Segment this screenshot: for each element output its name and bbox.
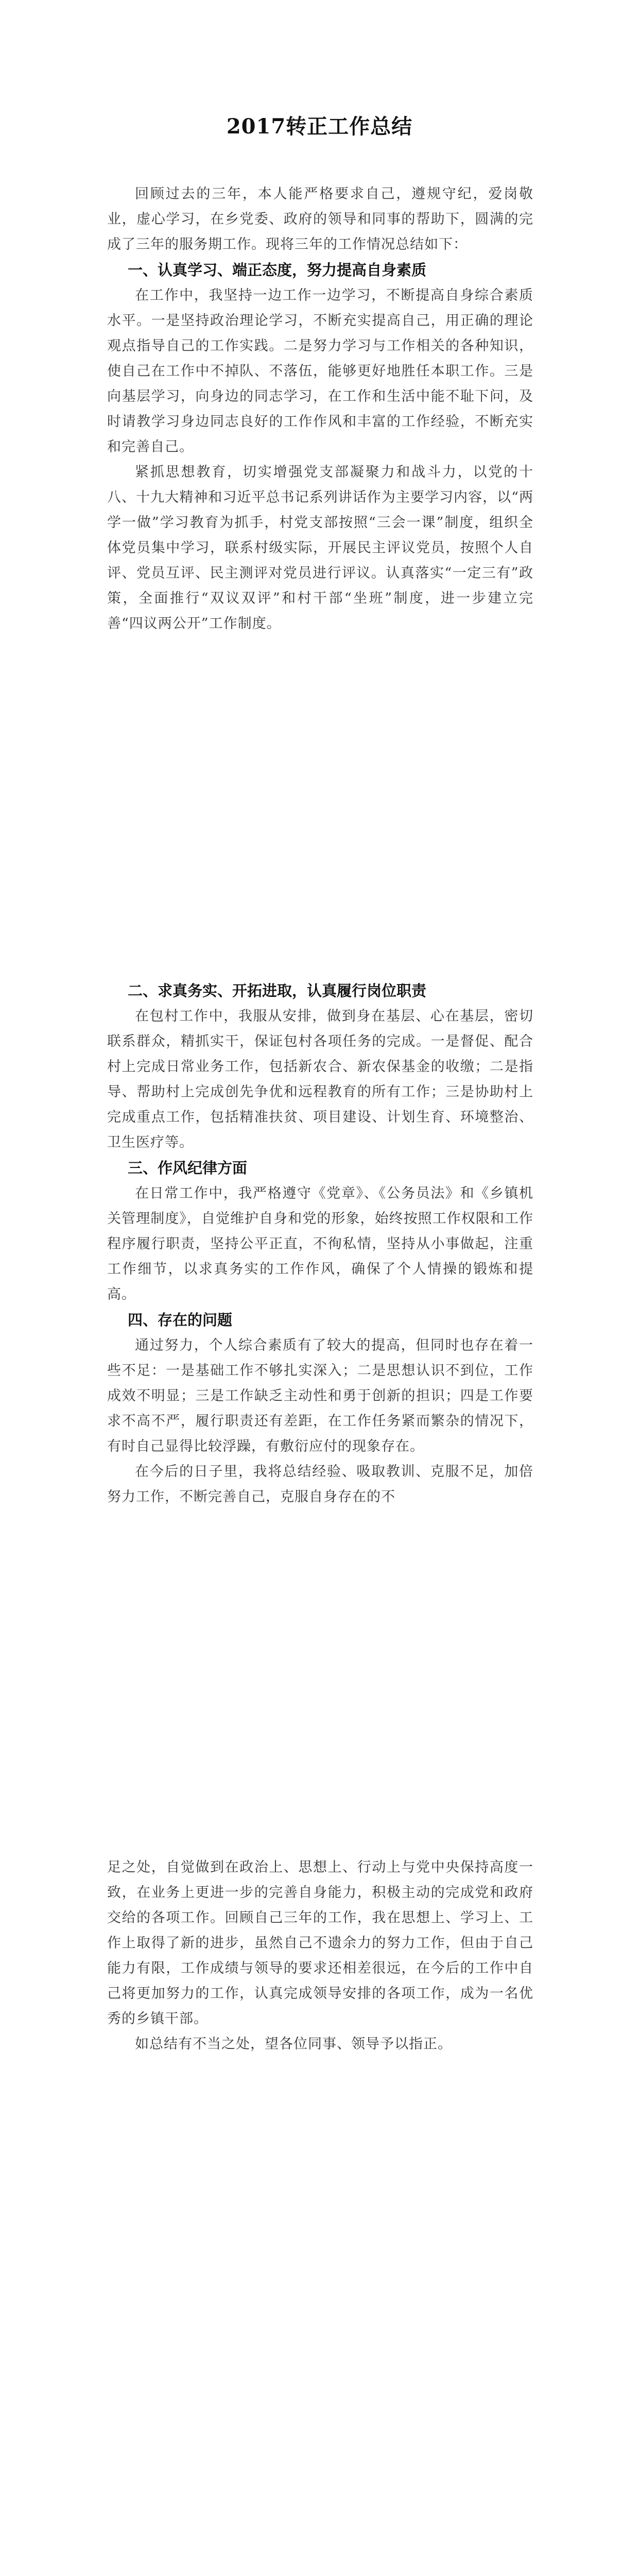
section-1-heading: 一、认真学习、端正态度，努力提高自身素质: [128, 261, 427, 279]
section-1-paragraph-2: 紧抓思想教育，切实增强党支部凝聚力和战斗力，以党的十八、十九大精神和习近平总书记系列讲话作为主要学习内容，以“两学一做”学习教育为抓手，村党支部按照“三会一课”制度，组织全体党员集中学习，联系村级实际，开展民主评议党员，按照个人自评、党员互评、民主测评对党员进行评议。认真落实“一定三有”政策，全面推行“双议双评”和村干部“坐班”制度，进一步建立完善“四议两公开”工作制度。: [107, 464, 533, 632]
section-4-paragraph-1: 通过努力，个人综合素质有了较大的提高，但同时也存在着一些不足：一是基础工作不够扎实深入；二是思想认识不到位，工作成效不明显；三是工作缺乏主动性和勇于创新的担识；四是工作要求不高不严，履行职责还有差距，在工作任务紧而繁杂的情况下，有时自己显得比较浮躁，有敷衍应付的现象存在。: [107, 1337, 533, 1454]
document-title: 2017转正工作总结: [226, 114, 413, 139]
section-3-heading: 三、作风纪律方面: [128, 1159, 248, 1177]
section-2-heading: 二、求真务实、开拓进取，认真履行岗位职责: [128, 982, 427, 999]
page-3-body: [107, 1855, 533, 2057]
closing-paragraph: 如总结有不当之处，望各位同事、领导予以指正。: [135, 2036, 452, 2052]
section-4-paragraph-2: 在今后的日子里，我将总结经验、吸取教训、克服不足，加倍努力工作，不断完善自己，克服自身存在的不: [107, 1464, 533, 1505]
section-4-heading: 四、存在的问题: [128, 1311, 233, 1329]
page-1-body: [107, 181, 533, 636]
intro-paragraph: 回顾过去的三年，本人能严格要求自己，遵规守纪，爱岗敬业，虚心学习，在乡党委、政府的领导和同事的帮助下，圆满的完成了三年的服务期工作。现将三年的工作情况总结如下：: [107, 186, 533, 252]
section-1-paragraph-1: 在工作中，我坚持一边工作一边学习，不断提高自身综合素质水平。一是坚持政治理论学习，不断充实提高自己，用正确的理论观点指导自己的工作实践。二是努力学习与工作相关的各种知识，使自己在工作中不掉队、不落伍，能够更好地胜任本职工作。三是向基层学习，向身边的同志学习，在工作和生活中能不耻下问，及时请教学习身边同志良好的工作作风和丰富的工作经验，不断充实和完善自己。: [107, 287, 533, 455]
section-3-paragraph-1: 在日常工作中，我严格遵守《党章》、《公务员法》和《乡镇机关管理制度》，自觉维护自身和党的形象，始终按照工作权限和工作程序履行职责，坚持公平正直，不徇私情，坚持从小事做起，注重工作细节，以求真务实的工作作风，确保了个人情操的锻炼和提高。: [107, 1185, 533, 1302]
continuation-paragraph: 足之处，自觉做到在政治上、思想上、行动上与党中央保持高度一致，在业务上更进一步的完善自身能力，积极主动的完成党和政府交给的各项工作。回顾自己三年的工作，我在思想上、学习上、工作上取得了新的进步，虽然自己不遗余力的努力工作，但由于自己能力有限，工作成绩与领导的要求还相差很远，在今后的工作中自己将更加努力的工作，认真完成领导安排的各项工作，成为一名优秀的乡镇干部。: [107, 1859, 533, 2027]
page-2-body: [107, 978, 533, 1510]
section-2-paragraph-1: 在包村工作中，我服从安排，做到身在基层、心在基层，密切联系群众，精抓实干，保证包村各项任务的完成。一是督促、配合村上完成日常业务工作，包括新农合、新农保基金的收缴；二是指导、帮助村上完成创先争优和远程教育的所有工作；三是协助村上完成重点工作，包括精准扶贫、项目建设、计划生育、环境整治、卫生医疗等。: [107, 1008, 533, 1150]
